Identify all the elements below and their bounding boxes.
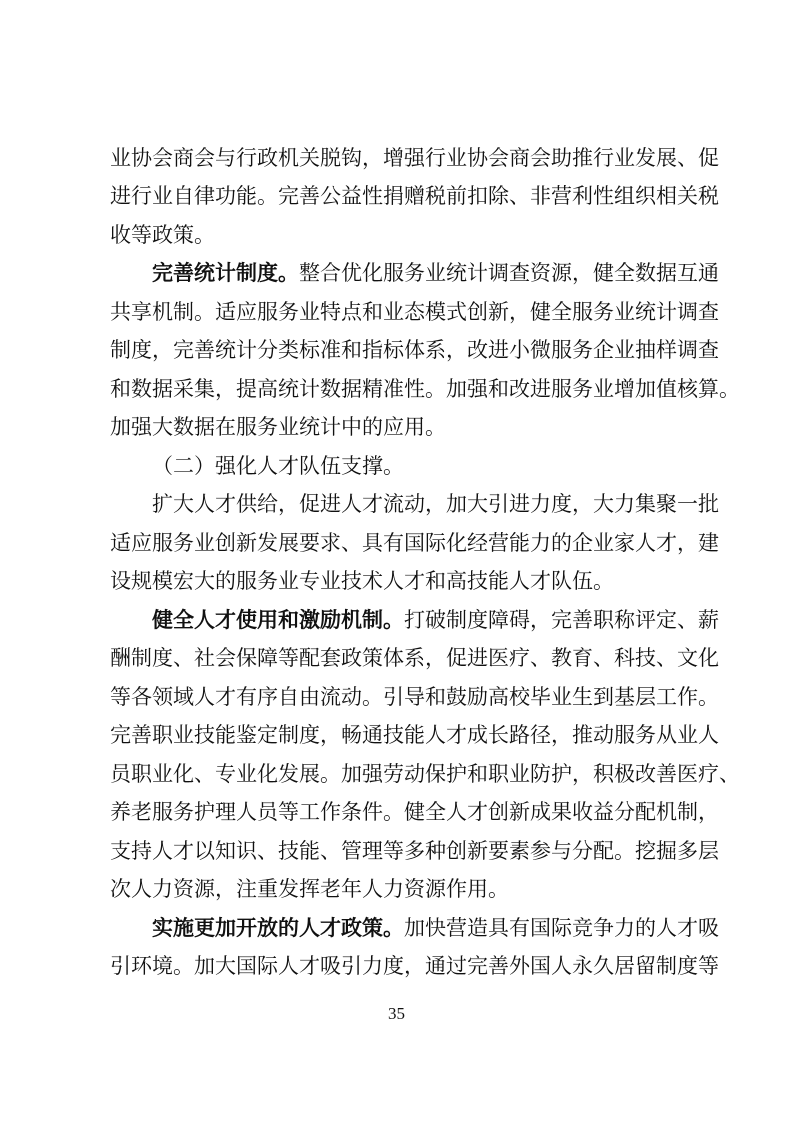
text-line: 支持人才以知识、技能、管理等多种创新要素参与分配。挖掘多层 (110, 839, 719, 863)
text-line: 制度，完善统计分类标准和指标体系，改进小微服务企业抽样调查 (110, 338, 719, 362)
text-line: 共享机制。适应服务业特点和业态模式创新，健全服务业统计调查 (110, 300, 719, 324)
paragraph-heading: 实施更加开放的人才政策。 (152, 915, 404, 940)
text-line: 次人力资源，注重发挥老年人力资源作用。 (110, 877, 509, 901)
text-line: 收等政策。 (110, 223, 215, 247)
paragraph-text: 加快营造具有国际竞争力的人才吸 (404, 916, 719, 940)
text-line: 进行业自律功能。完善公益性捐赠税前扣除、非营利性组织相关税 (110, 184, 719, 208)
text-line: 等各领域人才有序自由流动。引导和鼓励高校毕业生到基层工作。 (110, 685, 719, 709)
paragraph-text: 打破制度障碍，完善职称评定、薪 (404, 608, 719, 632)
paragraph-heading: 完善统计制度。 (152, 260, 299, 285)
text-line: 引环境。加大国际人才吸引力度，通过完善外国人永久居留制度等 (110, 954, 719, 978)
text-line: 完善职业技能鉴定制度，畅通技能人才成长路径，推动服务从业人 (110, 723, 719, 747)
text-line: 适应服务业创新发展要求、具有国际化经营能力的企业家人才，建 (110, 531, 719, 555)
paragraph-heading: 健全人才使用和激励机制。 (152, 607, 404, 632)
text-line: 扩大人才供给，促进人才流动，加大引进力度，大力集聚一批 (152, 492, 719, 516)
text-line (152, 601, 719, 639)
text-line: 养老服务护理人员等工作条件。健全人才创新成果收益分配机制， (110, 800, 719, 824)
text-line: 业协会商会与行政机关脱钩，增强行业协会商会助推行业发展、促 (110, 146, 719, 170)
text-line: 设规模宏大的服务业专业技术人才和高技能人才队伍。 (110, 569, 614, 593)
text-line: 员职业化、专业化发展。加强劳动保护和职业防护，积极改善医疗、 (110, 762, 740, 786)
text-line: 和数据采集，提高统计数据精准性。加强和改进服务业增加值核算。 (110, 377, 740, 401)
section-title: （二）强化人才队伍支撑。 (152, 454, 404, 478)
page-number: 35 (388, 1004, 405, 1023)
paragraph-text: 整合优化服务业统计调查资源，健全数据互通 (299, 261, 719, 285)
text-line (152, 254, 719, 292)
text-line: 酬制度、社会保障等配套政策体系，促进医疗、教育、科技、文化 (110, 646, 719, 670)
text-line (152, 909, 719, 947)
text-line: 加强大数据在服务业统计中的应用。 (110, 415, 446, 439)
